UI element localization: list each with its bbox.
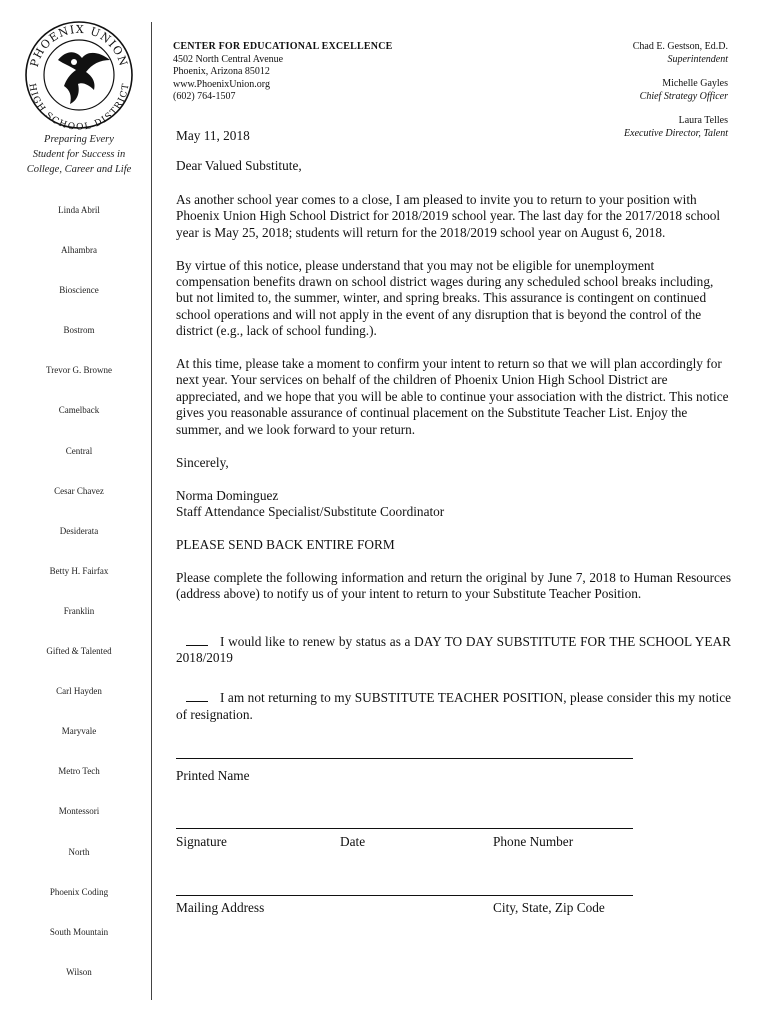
officers-block — [624, 41, 728, 140]
org-name: CENTER FOR EDUCATIONAL EXCELLENCE — [173, 41, 393, 52]
letter-greeting: Dear Valued Substitute, — [176, 158, 302, 174]
letter-date: May 11, 2018 — [176, 128, 250, 143]
option-decline-text: I am not returning to my SUBSTITUTE TEACHER POSITION, please consider this my notice of resignation. — [176, 690, 731, 722]
school-item: Carl Hayden — [56, 686, 102, 697]
district-seal-logo — [24, 20, 134, 130]
org-phone: (602) 764-1507 — [173, 91, 236, 102]
school-item: South Mountain — [49, 926, 109, 937]
option-renew[interactable] — [176, 634, 731, 667]
school-item: Trevor G. Browne — [46, 365, 112, 376]
school-item: Camelback — [58, 405, 100, 416]
seal-ring-top: PHOENIX UNION — [27, 22, 131, 69]
signer-title: Staff Attendance Specialist/Substitute Coordinator — [176, 504, 445, 520]
school-item: Metro Tech — [58, 766, 100, 777]
officer-name: Michelle Gayles — [662, 78, 728, 89]
tagline-line: Preparing Every — [44, 134, 114, 145]
school-item: Maryvale — [61, 726, 97, 737]
org-address-block — [173, 41, 393, 104]
tagline-line: Student for Success in — [32, 149, 126, 160]
school-item: Bioscience — [59, 285, 99, 296]
mailing-address-label: Mailing Address — [176, 900, 265, 915]
city-state-zip-label: City, State, Zip Code — [493, 900, 605, 915]
letter-paragraph-3: At this time, please take a moment to confirm your intent to return so that we will plan accordingly for next year. Your services on behalf of the children of Phoenix Union High School District are appreciated, and we hope that you will be able to continue your association with the district. This notice gives you reasonable assurance of continual placement on the Substitute Teacher List. Enjoy the summer, and we look forward to your return. — [176, 356, 729, 437]
school-item: Phoenix Coding — [49, 886, 109, 897]
school-item: Linda Abril — [58, 205, 100, 215]
school-item: Cesar Chavez — [54, 485, 104, 496]
mailing-address-line[interactable] — [176, 895, 633, 896]
school-item: Bostrom — [63, 325, 95, 336]
org-street: 4502 North Central Avenue — [173, 53, 284, 65]
school-item: Montessori — [58, 806, 100, 817]
school-item: Betty H. Fairfax — [49, 565, 109, 576]
school-item: Wilson — [66, 966, 92, 977]
school-item: North — [68, 846, 90, 857]
date-label: Date — [340, 834, 366, 849]
tagline-line: College, Career and Life — [26, 164, 132, 175]
officer-name: Laura Telles — [678, 115, 728, 126]
letter-paragraph-2: By virtue of this notice, please understand that you may not be eligible for unemployment compensation benefits drawn on school district wages during any scheduled school breaks including, but not limited to, the summer, winter, and spring breaks. This assurance is contingent on continued school operations and will not apply in the event of any disruption that is beyond the control of the district (e.g., lack of school funding.). — [176, 257, 714, 339]
officer-title: Executive Director, Talent — [624, 127, 728, 139]
column-divider — [151, 22, 152, 1000]
decline-checkbox-blank[interactable] — [186, 690, 208, 702]
renew-checkbox-blank[interactable] — [186, 634, 208, 646]
school-item: Franklin — [63, 605, 95, 616]
org-website: www.PhoenixUnion.org — [173, 78, 270, 90]
option-decline[interactable] — [176, 690, 731, 723]
school-item: Desiderata — [59, 525, 99, 536]
org-city: Phoenix, Arizona 85012 — [173, 66, 270, 77]
signature-label: Signature — [176, 834, 227, 849]
option-renew-text: I would like to renew by status as a DAY TO DAY SUBSTITUTE FOR THE SCHOOL YEAR 2018/2019 — [176, 633, 731, 665]
printed-name-line[interactable] — [176, 758, 633, 759]
officer-name: Chad E. Gestson, Ed.D. — [632, 41, 728, 52]
school-item: Central — [65, 445, 93, 456]
school-list — [10, 204, 148, 1006]
phoenix-icon — [58, 52, 110, 104]
officer-title: Chief Strategy Officer — [639, 90, 728, 102]
officer-title: Superintendent — [667, 53, 728, 65]
form-heading: PLEASE SEND BACK ENTIRE FORM — [176, 537, 395, 553]
form-instructions: Please complete the following information and return the original by June 7, 2018 to Human Resources (address above) to notify us of your intent to return to your Substitute Teacher Position. — [176, 569, 731, 602]
letter-body — [176, 128, 731, 723]
printed-name-label: Printed Name — [176, 768, 250, 783]
seal-ring-bottom: HIGH SCHOOL DISTRICT — [26, 82, 132, 130]
school-item: Alhambra — [61, 245, 97, 256]
letter-closing: Sincerely, — [176, 454, 229, 470]
school-item: Gifted & Talented — [46, 646, 112, 657]
district-tagline — [18, 132, 140, 177]
phone-label: Phone Number — [493, 834, 574, 849]
signer-name: Norma Dominguez — [176, 488, 279, 503]
signature-line[interactable] — [176, 828, 633, 829]
letter-paragraph-1: As another school year comes to a close, I am pleased to invite you to return to your position with Phoenix Union High School District for 2018/2019 school year. The last day for the 2017/2018 school year is May 25, 2018; students will return for the 2018/2019 school year on August 6, 2018. — [176, 191, 721, 240]
svg-text:HIGH SCHOOL DISTRICT — [26, 83, 131, 130]
